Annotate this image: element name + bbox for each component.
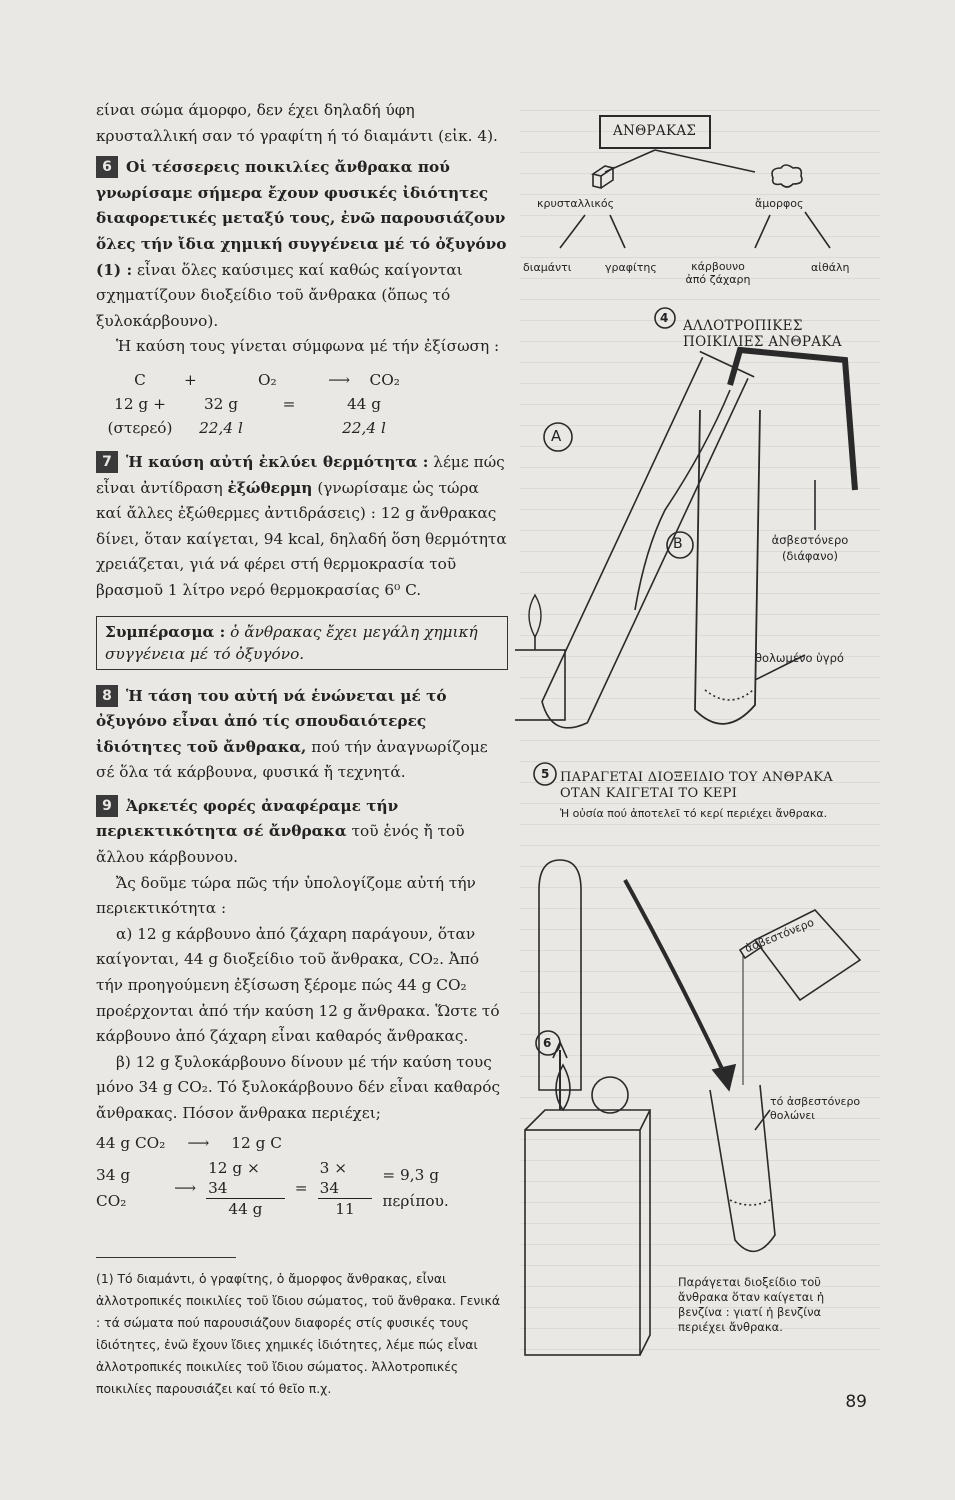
amorphous-blob-icon bbox=[772, 165, 802, 187]
fig5-subcaption: Ἡ οὐσία πού ἀποτελεῖ τό κερί περιέχει ἄνθρακα. bbox=[560, 807, 828, 820]
section-9 bbox=[96, 794, 508, 871]
section-6-bold: Οἱ τέσσερεις ποικιλίες ἄνθρακα πού γνωρίσαμε σήμερα ἔχουν φυσικές ἰδιότητες διαφορετικές μεταξύ τους, ἐνῶ παρουσιάζουν ὅλες τήν ἴδια χημική συγγένεια μέ τό ὀξυγόνο (1) : bbox=[96, 158, 507, 279]
intro-paragraph: είναι σώμα άμορφο, δεν έχει δηλαδή ύφη κρυσταλλική σαν τό γραφίτη ή τό διαμάντι (εἰκ. 4). bbox=[96, 101, 498, 145]
label-b: B bbox=[673, 536, 683, 552]
section-number-6: 6 bbox=[96, 156, 118, 178]
tree-branch-right bbox=[655, 150, 755, 172]
crystalline-label: κρυσταλλικός bbox=[537, 197, 615, 210]
soot-label: αἰθάλη bbox=[811, 261, 850, 274]
footnote-divider bbox=[96, 1257, 236, 1258]
section-8 bbox=[96, 684, 508, 786]
lighter-body bbox=[525, 1130, 640, 1355]
bottle-label: ἀσβεστόνερο bbox=[743, 915, 816, 956]
diamond-label: διαμάντι bbox=[523, 261, 572, 274]
amorphous-label: ἄμορφος bbox=[755, 197, 804, 210]
fig5-caption: ΠΑΡΑΓΕΤΑΙ ΔΙΟΞΕΙΔΙΟ ΤΟΥ ΑΝΘΡΑΚΑ ΟΤΑΝ ΚΑΙΓΕΤΑΙ ΤΟ ΚΕΡΙ bbox=[560, 770, 833, 801]
tube-b bbox=[695, 410, 760, 724]
section-8-rest: πού τήν ἀναγνωρίζομε σέ ὅλα τά κάρβουνα, φυσικά ἤ τεχνητά. bbox=[96, 737, 488, 782]
fraction-2-bottom: 11 bbox=[335, 1200, 355, 1219]
curved-arrow bbox=[625, 880, 725, 1075]
fraction-1 bbox=[206, 1158, 285, 1219]
calc-r2-left: 34 g CO₂ bbox=[96, 1166, 131, 1210]
eq-equals: = bbox=[282, 394, 296, 413]
section-9-line2: Ἄς δοῦμε τώρα πῶς τήν ὑπολογίζομε αὐτή τήν περιεκτικότητα : bbox=[96, 873, 476, 918]
section-9-rest: τοῦ ἑνός ἤ τοῦ ἄλλου κάρβουνου. bbox=[96, 822, 465, 867]
calc-r1-right: 12 g C bbox=[231, 1133, 282, 1152]
eq-32g: 32 g bbox=[203, 394, 239, 413]
eq-o2: O₂ bbox=[258, 370, 277, 389]
tube-a-rim bbox=[700, 351, 754, 376]
eq-co2 bbox=[320, 368, 408, 392]
tube-a-body bbox=[536, 357, 748, 736]
candle bbox=[515, 650, 565, 720]
section-7-text1: λέμε πώς εἶναι ἀντίδραση bbox=[96, 452, 505, 497]
delivery-tube bbox=[730, 350, 855, 490]
fraction-2 bbox=[318, 1158, 373, 1219]
label-a: A bbox=[551, 427, 562, 445]
calc-row-2 bbox=[96, 1158, 508, 1219]
tree-crystal-branches bbox=[560, 215, 625, 248]
eq-co2-text: CO₂ bbox=[369, 370, 400, 389]
eq-plus: + bbox=[184, 370, 197, 389]
calc-r1-arrow: ⟶ bbox=[187, 1133, 210, 1152]
section-7 bbox=[96, 450, 508, 604]
cloudy-sediment bbox=[705, 690, 753, 700]
conclusion-label: Συμπέρασμα : bbox=[105, 622, 226, 641]
lighter-flame bbox=[556, 1065, 570, 1110]
calc-equals: = bbox=[294, 1178, 308, 1197]
calc-row-1 bbox=[96, 1131, 508, 1157]
eq-blank bbox=[258, 416, 320, 440]
combustion-equation bbox=[96, 368, 508, 440]
lighter-top bbox=[525, 1110, 650, 1355]
candle-flame bbox=[529, 595, 541, 637]
section-6 bbox=[96, 155, 508, 334]
delivery-tube-inner bbox=[635, 390, 730, 610]
section-9-b: β) 12 g ξυλοκάρβουνο δίνουν μέ τήν καύση τους μόνο 34 g CO₂. Τό ξυλοκάρβουνο δέν εἶναι καθαρός ἄνθρακας. Πόσον ἄνθρακα περιέχει; bbox=[96, 1052, 501, 1122]
main-text-column bbox=[96, 98, 508, 1400]
section-9-a: α) 12 g κάρβουνο ἀπό ζάχαρη παράγουν, ὅταν καίγονται, 44 g διοξείδιο τοῦ ἄνθρακα, CO₂. Ἀπό τήν προηγούμενη ἐξίσωση ξέρομε πώς 44 g CO₂ προέρχονται ἀπό τήν καύση 12 g ἄνθρακα. Ὥστε τό κάρβουνο ἀπό ζάχαρη εἶναι καθαρός ἄνθρακας. bbox=[96, 924, 500, 1046]
graphite-label: γραφίτης bbox=[605, 261, 657, 274]
calc-result: = 9,3 g περίπου. bbox=[382, 1166, 449, 1210]
section-7-text2: (γνωρίσαμε ὡς τώρα καί ἄλλες ἐξώθερμες ἀντιδράσεις) : 12 g ἄνθρακας δίνει, ὅταν καίγεται, 94 kcal, δηλαδή ὅση θερμότητα χρειάζεται, γιά νά φέρει στή θερμοκρασία τοῦ βρασμοῦ 1 λίτρο νερό θερμοκρασίας 6⁰ C. bbox=[96, 478, 507, 599]
section-8-bold: Ἡ τάση του αὐτή νά ἑνώνεται μέ τό ὀξυγόνο εἶναι ἀπό τίς σπουδαιότερες ἰδιότητες τοῦ ἄνθρακα, bbox=[96, 686, 447, 756]
cloudy-liquid-label: θολωμένο ὑγρό bbox=[755, 651, 844, 665]
section-number-7: 7 bbox=[96, 451, 118, 473]
receiving-tube-liquid bbox=[730, 1200, 770, 1205]
fraction-1-top: 12 g × 34 bbox=[206, 1158, 285, 1199]
fig6-caption: Παράγεται διοξείδιο τοῦ ἄνθρακα ὅταν καίγεται ἡ βενζίνα : γιατί ἡ βενζίνα περιέχει ἄνθρακα. bbox=[678, 1275, 825, 1334]
figures-column bbox=[515, 90, 885, 1390]
fraction-2-top: 3 × 34 bbox=[318, 1158, 373, 1199]
fig4-caption: ΑΛΛΟΤΡΟΠΙΚΕΣ ΠΟΙΚΙΛΙΕΣ ΑΝΘΡΑΚΑ bbox=[683, 318, 842, 350]
tree-title: ΑΝΘΡΑΚΑΣ bbox=[613, 123, 697, 139]
fig4-number: 4 bbox=[660, 311, 669, 325]
eq-12g: 12 g + bbox=[114, 394, 166, 413]
calculation bbox=[96, 1131, 508, 1220]
fig5-number: 5 bbox=[541, 767, 550, 781]
conclusion-box bbox=[96, 616, 508, 670]
limewater-cloudy-label: τό ἀσβεστόνερο θολώνει bbox=[770, 1095, 861, 1122]
section-number-8: 8 bbox=[96, 685, 118, 707]
eq-44g: 44 g bbox=[346, 394, 382, 413]
section-7-bold2: ἐξώθερμη bbox=[227, 478, 313, 497]
section-7-bold: Ἡ καύση αὐτή ἐκλύει θερμότητα : bbox=[126, 452, 429, 471]
section-9-bold: Ἀρκετές φορές ἀναφέραμε τήν περιεκτικότητα σέ ἄνθρακα bbox=[96, 796, 399, 841]
eq-c: C bbox=[134, 370, 146, 389]
curved-arrowhead bbox=[713, 1065, 735, 1090]
fig6-number: 6 bbox=[543, 1036, 552, 1050]
lighter-wheel bbox=[592, 1077, 628, 1113]
eq-224-b: 22,4 l bbox=[342, 418, 386, 437]
sugar-carbon-label: κάρβουνο ἀπό ζάχαρη bbox=[685, 260, 751, 286]
calc-r1-left: 44 g CO₂ bbox=[96, 1133, 166, 1152]
conclusion-text: ὁ ἄνθρακας ἔχει μεγάλη χημική συγγένεια μέ τό ὀξυγόνο. bbox=[105, 622, 478, 663]
eq-solid: (στερεό) bbox=[107, 418, 173, 437]
section-number-9: 9 bbox=[96, 795, 118, 817]
crystal-cube-icon bbox=[593, 166, 613, 188]
calc-r2-arrow: ⟶ bbox=[174, 1178, 197, 1197]
page-number: 89 bbox=[845, 1392, 867, 1412]
footnote: (1) Τό διαμάντι, ὁ γραφίτης, ὁ ἄμορφος ἄνθρακας, εἶναι ἀλλοτροπικές ποικιλίες τοῦ ἴδιου σώματος, τοῦ ἄνθρακα. Γενικά : τά σώματα πού παρουσιάζουν διαφορές στίς φυσικές τους ἰδιότητες, ἐνῶ ἔχουν ἴδιες χημικές ἰδιότητες, λέμε πώς εἶναι ἀλλοτροπικές ποικιλίες τοῦ ἴδιου σώματος. Ἀλλοτροπικές ποικιλίες παρουσιάζει καί τό θεῖο π.χ. bbox=[96, 1271, 501, 1397]
limewater-clear-label: ἀσβεστόνερο (διάφανο) bbox=[771, 533, 849, 563]
receiving-tube bbox=[710, 1085, 775, 1251]
eq-arrow: ⟶ bbox=[328, 370, 351, 389]
eq-224-a: 22,4 l bbox=[199, 418, 243, 437]
section-6-rest: εἶναι ὅλες καύσιμες καί καθώς καίγονται σχηματίζουν διοξείδιο τοῦ ἄνθρακα (ὅπως τό ξυλοκάρβουνο). bbox=[96, 260, 463, 330]
tree-amorphous-branches bbox=[755, 212, 830, 248]
section-6-line2: Ἡ καύση τους γίνεται σύμφωνα μέ τήν ἐξίσωση : bbox=[116, 337, 500, 356]
fraction-1-bottom: 44 g bbox=[228, 1200, 263, 1219]
